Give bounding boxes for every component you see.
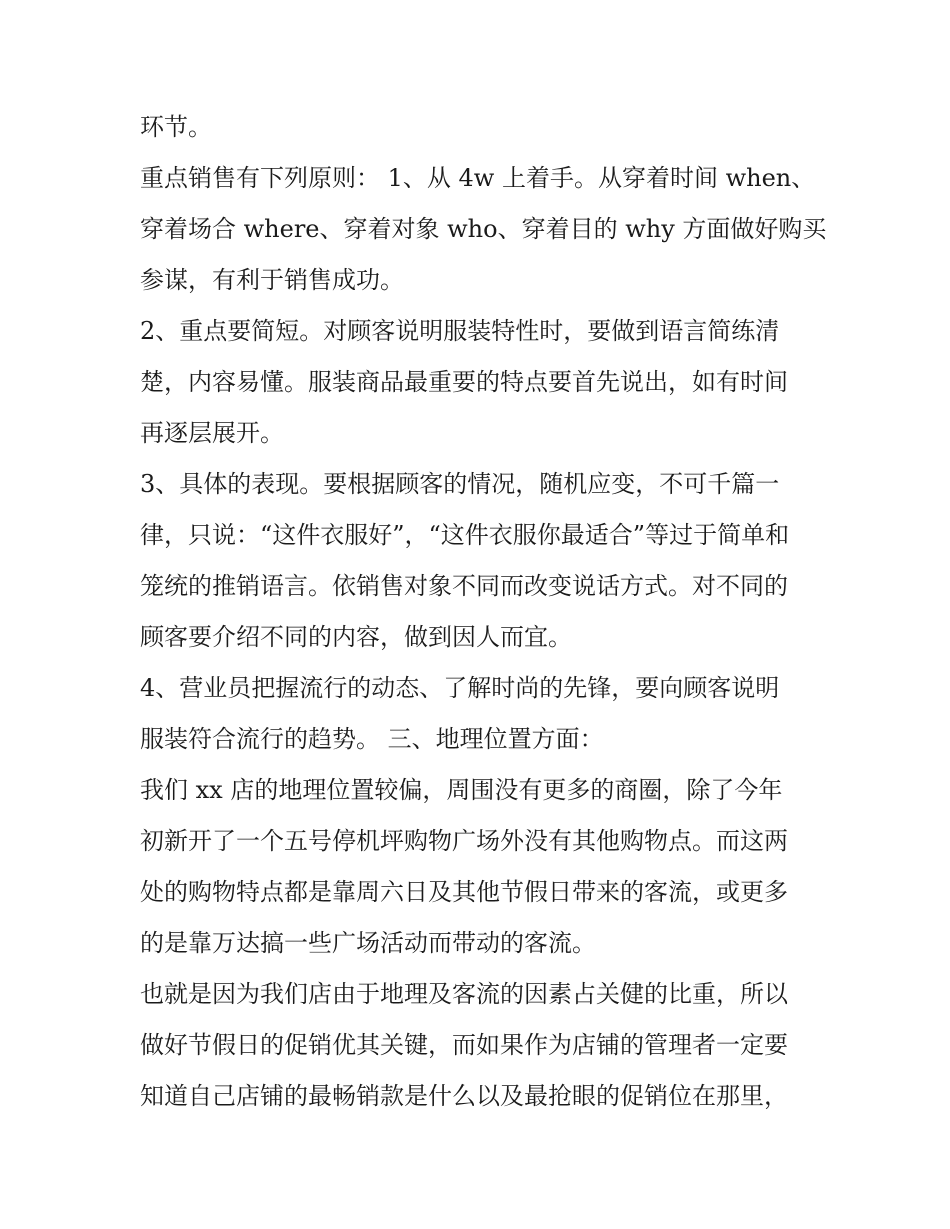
text-line: 环节。 — [140, 113, 212, 141]
paragraph-location — [140, 765, 820, 969]
text-line: 2、重点要简短。对顾客说明服装特性时，要做到语言简练清 — [140, 317, 780, 345]
paragraph-sales-principles — [140, 153, 827, 306]
text-line: 再逐层展开。 — [140, 419, 284, 447]
text-line: 穿着场合 where、穿着对象 who、穿着目的 why 方面做好购买 — [140, 215, 827, 243]
text-line: 3、具体的表现。要根据顾客的情况，随机应变，不可千篇一 — [140, 470, 780, 498]
document-body — [140, 102, 827, 1122]
text-line: 我们 xx 店的地理位置较偏，周围没有更多的商圈，除了今年 — [140, 776, 783, 804]
text-line: 初新开了一个五号停机坪购物广场外没有其他购物点。而这两 — [140, 827, 788, 855]
text-line: 的是靠万达搞一些广场活动而带动的客流。 — [140, 929, 596, 957]
text-line: 也就是因为我们店由于地理及客流的因素占关健的比重，所以 — [140, 980, 788, 1008]
text-line: 处的购物特点都是靠周六日及其他节假日带来的客流，或更多 — [140, 878, 788, 906]
paragraph-point-3 — [140, 459, 820, 663]
text-line: 笼统的推销语言。依销售对象不同而改变说话方式。对不同的 — [140, 572, 788, 600]
text-line: 重点销售有下列原则： 1、从 4w 上着手。从穿着时间 when、 — [140, 164, 816, 192]
paragraph-point-4 — [140, 663, 820, 765]
paragraph-intro-tail — [140, 102, 820, 153]
text-line: 楚，内容易懂。服装商品最重要的特点要首先说出，如有时间 — [140, 368, 788, 396]
text-line: 做好节假日的促销优其关键，而如果作为店铺的管理者一定要 — [140, 1031, 788, 1059]
text-line: 律，只说：“这件衣服好”，“这件衣服你最适合”等过于简单和 — [140, 521, 790, 549]
paragraph-holiday-promotion — [140, 969, 820, 1122]
text-line: 参谋，有利于销售成功。 — [140, 266, 404, 294]
text-line: 4、营业员把握流行的动态、了解时尚的先锋，要向顾客说明 — [140, 674, 780, 702]
paragraph-point-2 — [140, 306, 820, 459]
text-line: 知道自己店铺的最畅销款是什么以及最抢眼的促销位在那里， — [140, 1082, 788, 1110]
text-line: 服装符合流行的趋势。 三、地理位置方面： — [140, 725, 604, 753]
text-line: 顾客要介绍不同的内容，做到因人而宜。 — [140, 623, 572, 651]
